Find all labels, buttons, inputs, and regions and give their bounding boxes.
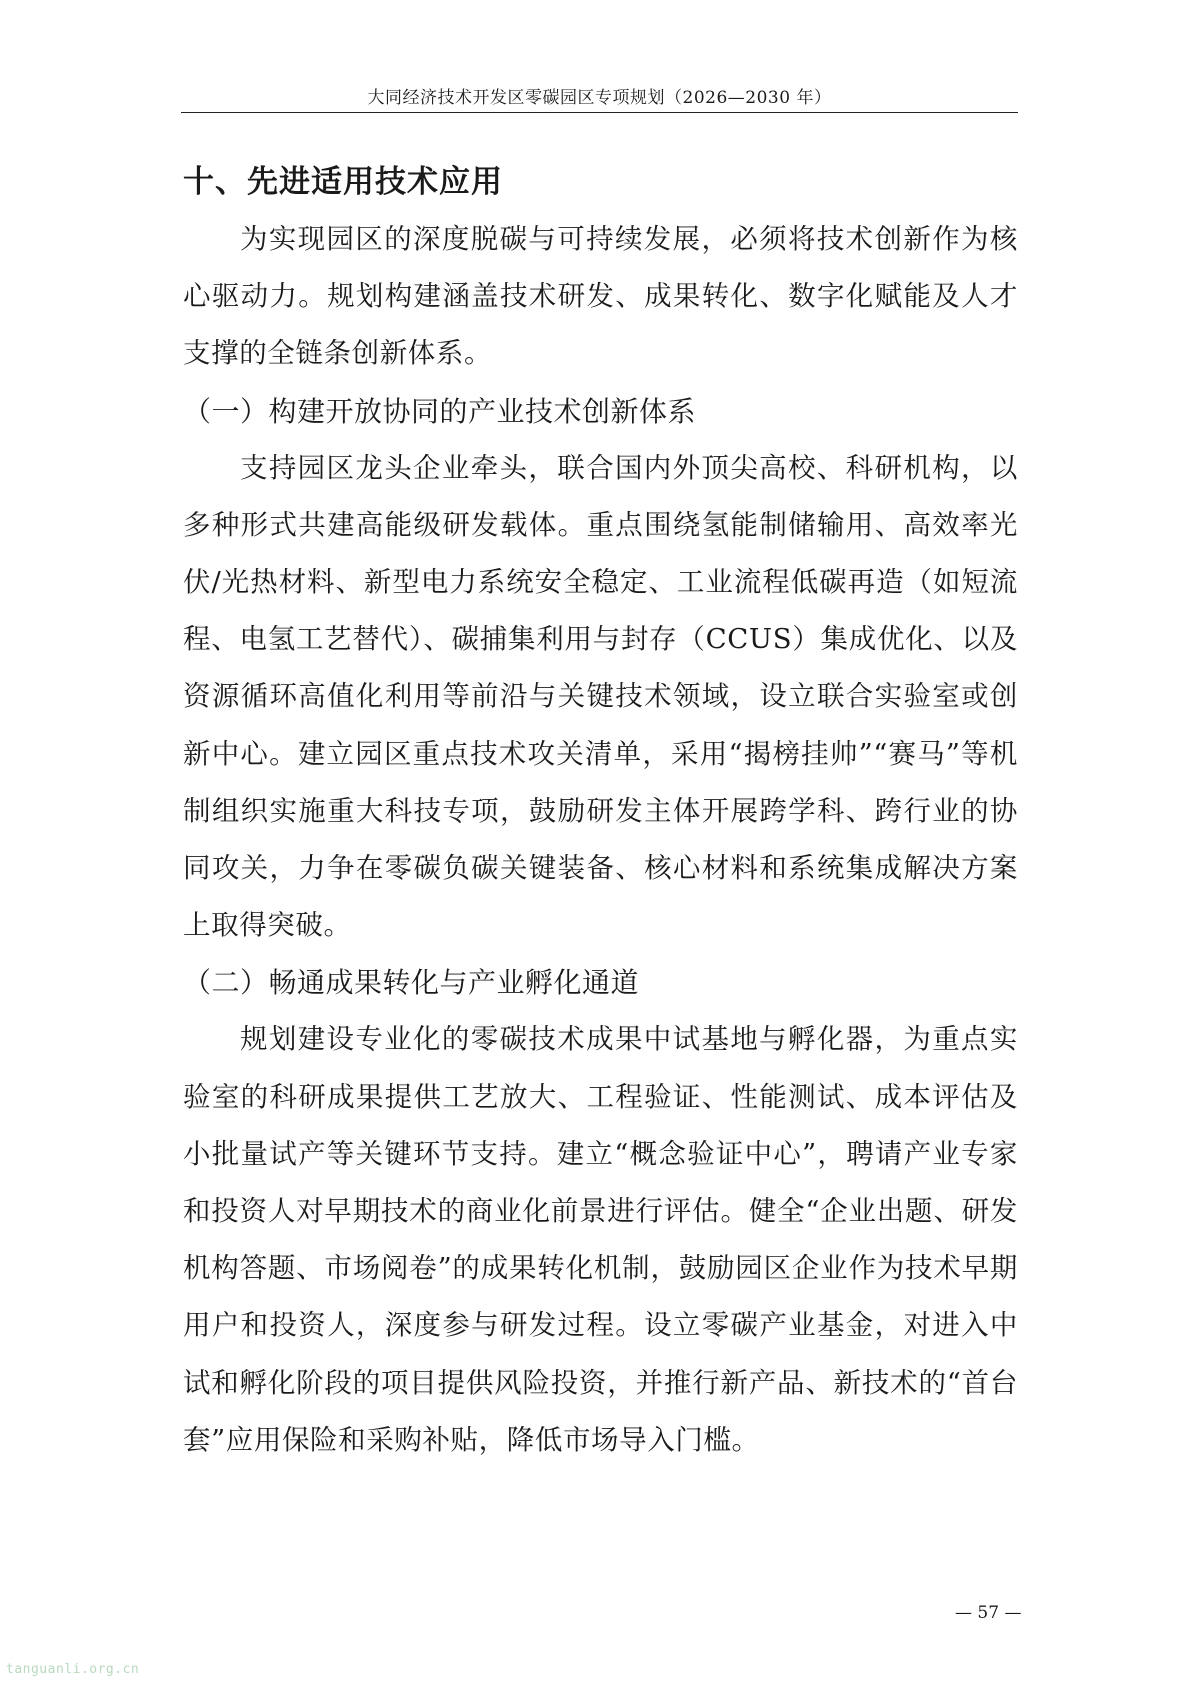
subsection-paragraph-2: 规划建设专业化的零碳技术成果中试基地与孵化器，为重点实验室的科研成果提供工艺放大、工程验证、性能测试、成本评估及小批量试产等关键环节支持。建立“概念验证中心”，聘请产业专家和投资人对早期技术的商业化前景进行评估。健全“企业出题、研发机构答题、市场阅卷”的成果转化机制，鼓励园区企业作为技术早期用户和投资人，深度参与研发过程。设立零碳产业基金，对进入中试和孵化阶段的项目提供风险投资，并推行新产品、新技术的“首台套”应用保险和采购补贴，降低市场导入门槛。 [183, 1023, 1018, 1456]
subsection-heading-2: （二）畅通成果转化与产业孵化通道 [183, 966, 640, 1000]
intro-paragraph: 为实现园区的深度脱碳与可持续发展，必须将技术创新作为核心驱动力。规划构建涵盖技术研发、成果转化、数字化赋能及人才支撑的全链条创新体系。 [183, 223, 1018, 370]
document-body [183, 157, 1018, 1469]
page-number: — 57 — [955, 1603, 1022, 1623]
running-header: 大同经济技术开发区零碳园区专项规划（2026—2030 年） [181, 84, 1018, 113]
subsection-paragraph-1: 支持园区龙头企业牵头，联合国内外顶尖高校、科研机构，以多种形式共建高能级研发载体。重点围绕氢能制储输用、高效率光伏/光热材料、新型电力系统安全稳定、工业流程低碳再造（如短流程、电氢工艺替代）、碳捕集利用与封存（CCUS）集成优化、以及资源循环高值化利用等前沿与关键技术领域，设立联合实验室或创新中心。建立园区重点技术攻关清单，采用“揭榜挂帅”“赛马”等机制组织实施重大科技专项，鼓励研发主体开展跨学科、跨行业的协同攻关，力争在零碳负碳关键装备、核心材料和系统集成解决方案上取得突破。 [183, 451, 1018, 942]
watermark-text: tanguanli.org.cn [6, 1662, 140, 1677]
section-heading: 十、先进适用技术应用 [183, 164, 503, 200]
subsection-heading-1: （一）构建开放协同的产业技术创新体系 [183, 394, 697, 428]
